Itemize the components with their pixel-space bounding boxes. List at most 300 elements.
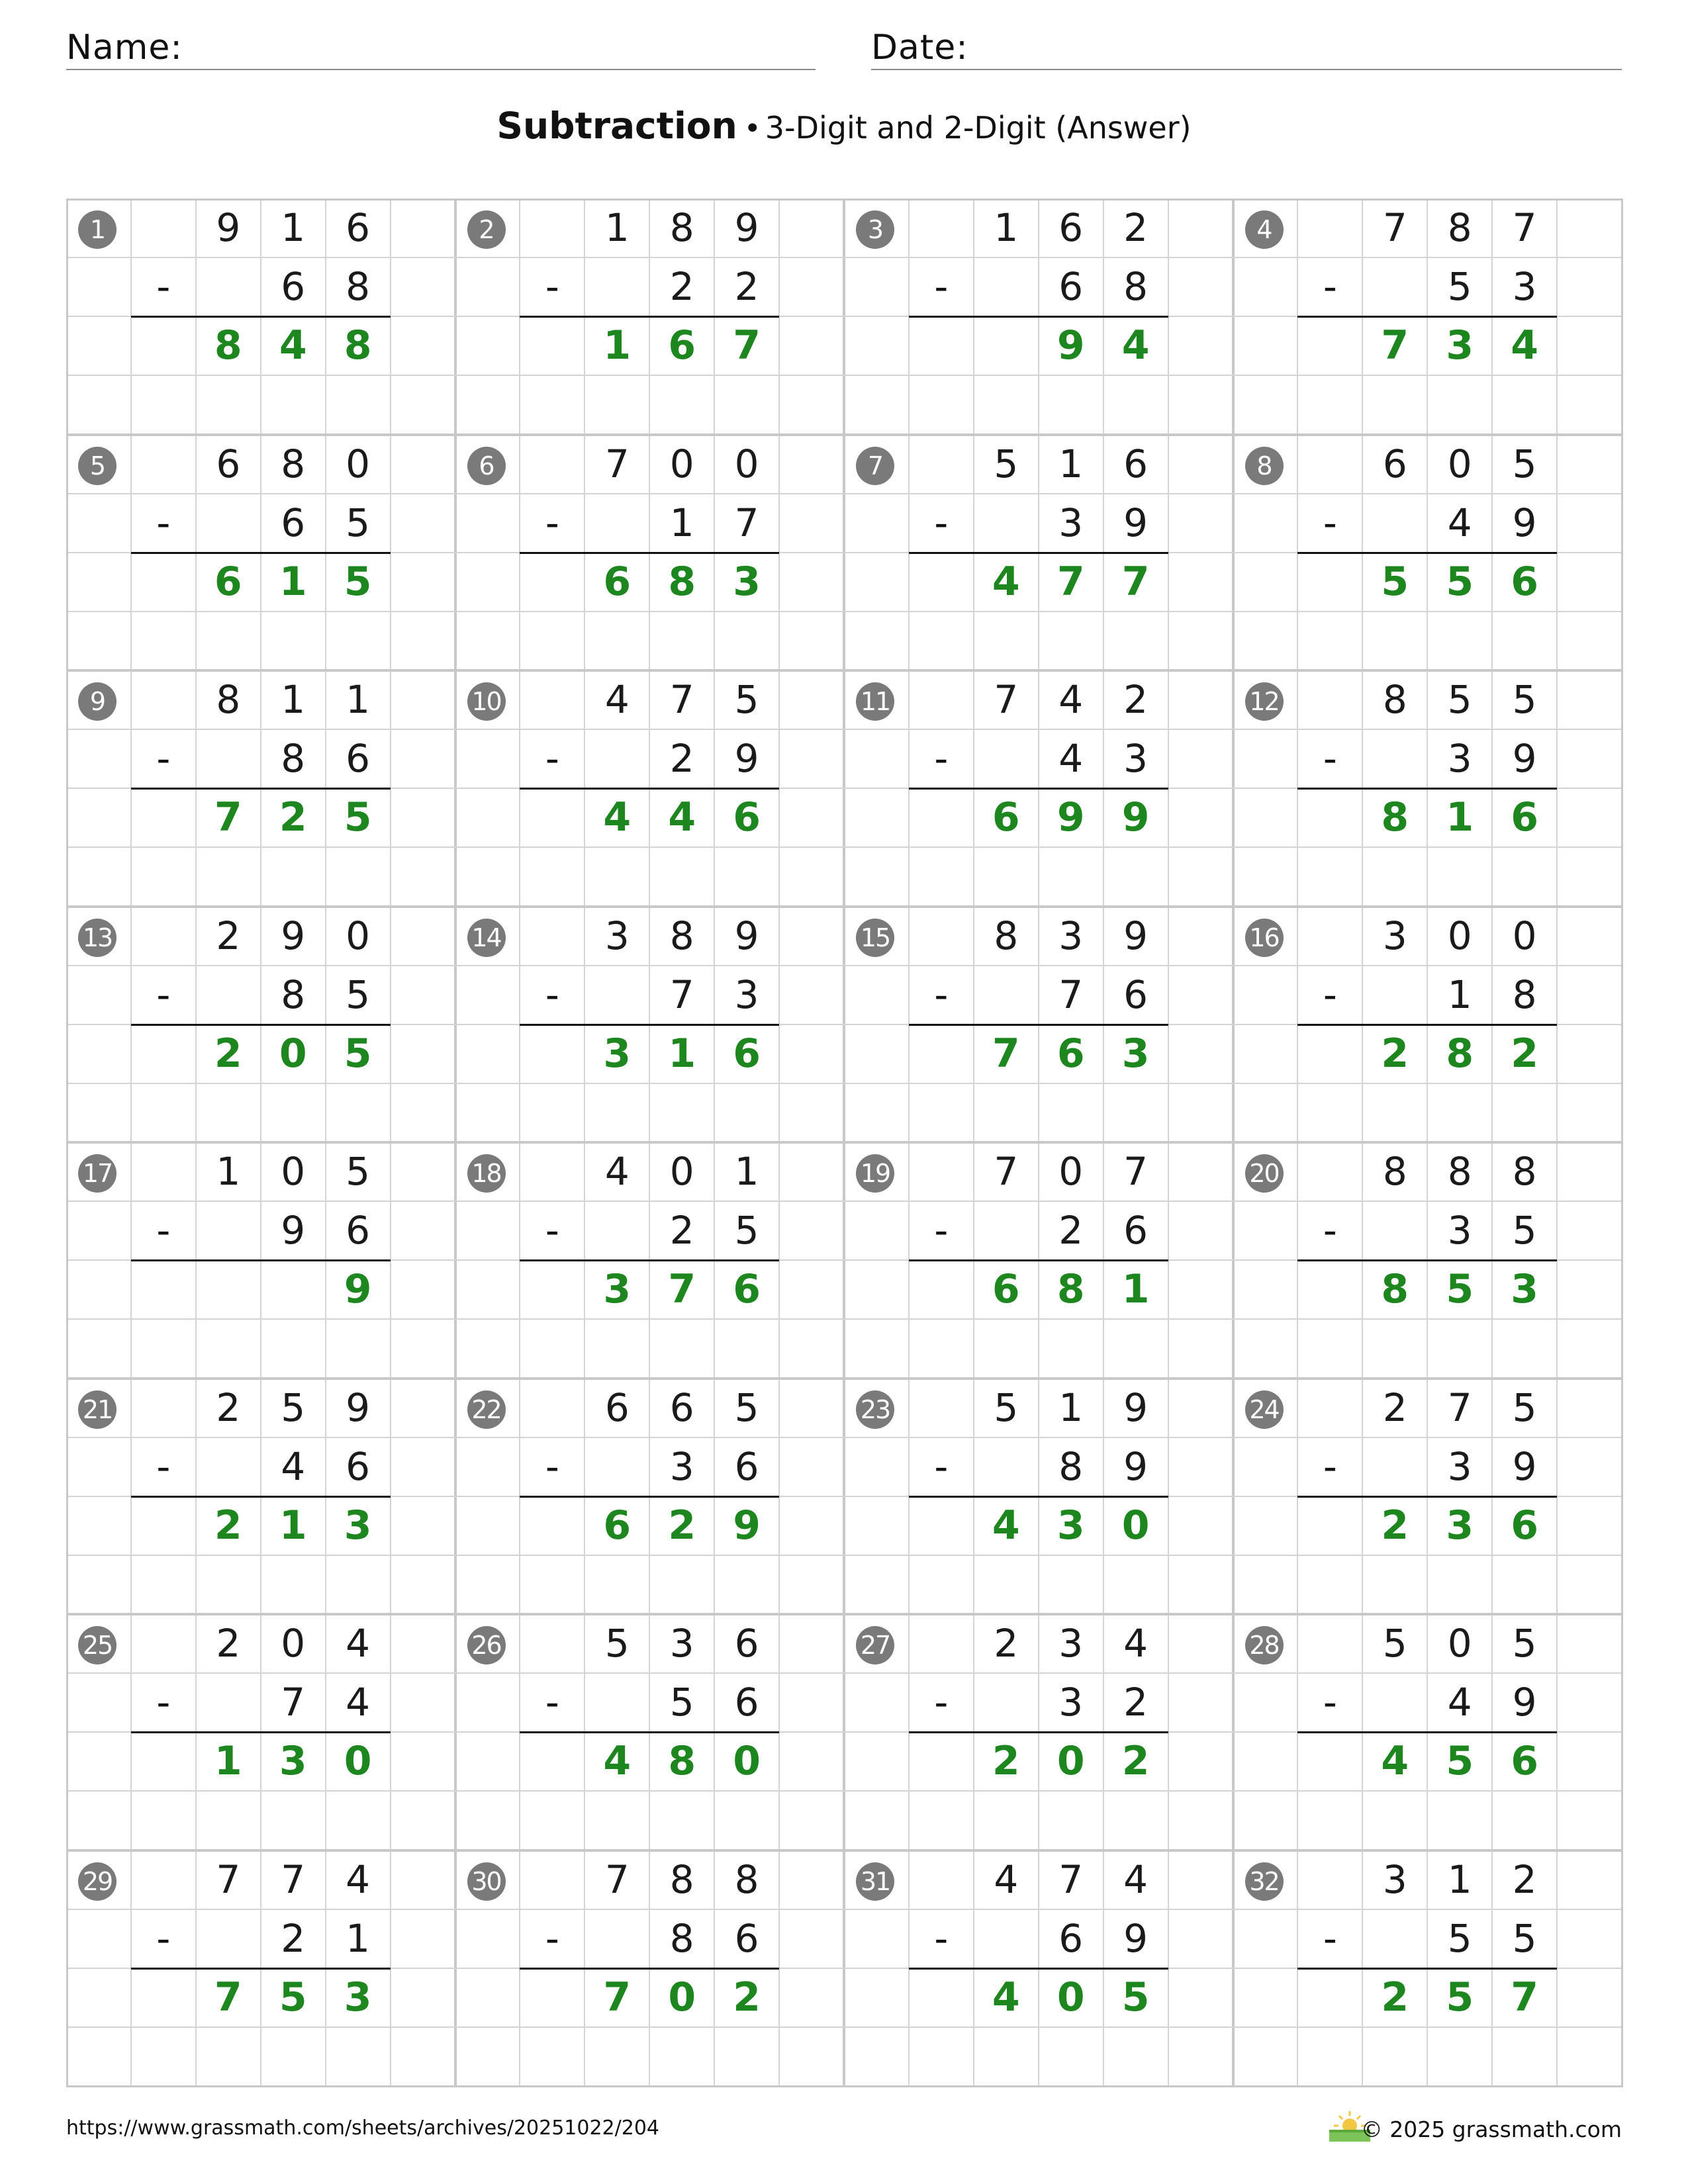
name-label: Name: (66, 28, 183, 68)
footer-copyright: © 2025 grassmath.com (1360, 2116, 1622, 2142)
minuend-digit: 4 (604, 1149, 630, 1194)
subtrahend-digit: 8 (281, 736, 306, 782)
minuend-digit: 0 (346, 441, 371, 486)
minuend-digit: 5 (1512, 677, 1537, 722)
answer-digit: 3 (344, 1974, 372, 2021)
answer-digit: 3 (279, 1738, 307, 1785)
minuend-digit: 2 (1123, 205, 1149, 250)
subtrahend-digit: 6 (734, 1915, 759, 1961)
minuend-digit: 8 (1382, 1149, 1407, 1194)
minus-sign: - (545, 500, 559, 545)
minuend-digit: 3 (604, 913, 630, 958)
subtrahend-digit: 6 (1123, 1208, 1149, 1253)
problem-number-badge: 24 (1245, 1390, 1284, 1429)
minuend-digit: 1 (281, 205, 306, 250)
minuend-digit: 1 (216, 1149, 241, 1194)
answer-digit: 5 (344, 794, 372, 841)
subtrahend-digit: 9 (1512, 1680, 1537, 1725)
minuend-digit: 2 (1512, 1856, 1537, 1902)
subtrahend-digit: 7 (1058, 972, 1084, 1017)
subtrahend-digit: 2 (1123, 1680, 1149, 1725)
answer-digit: 3 (1056, 1502, 1085, 1549)
subtrahend-digit: 1 (669, 500, 694, 545)
minuend-digit: 2 (1382, 1385, 1407, 1430)
answer-digit: 7 (214, 1974, 242, 2021)
minus-sign: - (156, 500, 171, 545)
minuend-digit: 5 (346, 1149, 371, 1194)
minus-sign: - (934, 1680, 949, 1725)
problem-number-badge: 31 (856, 1862, 894, 1901)
problem-number-badge: 26 (467, 1626, 506, 1664)
minus-sign: - (545, 972, 559, 1017)
subtrahend-digit: 6 (1058, 264, 1084, 310)
answer-digit: 9 (733, 1502, 761, 1549)
subtrahend-digit: 6 (1123, 972, 1149, 1017)
answer-digit: 5 (1446, 1266, 1474, 1313)
answer-digit: 6 (1511, 1738, 1538, 1785)
answer-digit: 8 (1056, 1266, 1085, 1313)
answer-digit: 3 (733, 558, 761, 605)
answer-digit: 7 (1121, 558, 1150, 605)
minuend-digit: 6 (1058, 205, 1084, 250)
subtrahend-digit: 7 (734, 500, 759, 545)
problem-number-badge: 25 (78, 1626, 117, 1664)
minuend-digit: 1 (1447, 1856, 1472, 1902)
minus-sign: - (934, 1915, 949, 1961)
minuend-digit: 8 (216, 677, 241, 722)
footer-url[interactable]: https://www.grassmath.com/sheets/archives/20251022/204 (66, 2116, 660, 2140)
answer-digit: 6 (603, 1502, 632, 1549)
answer-digit: 1 (1121, 1266, 1150, 1313)
minuend-digit: 3 (1058, 1621, 1084, 1666)
minuend-digit: 0 (1447, 441, 1472, 486)
answer-digit: 0 (668, 1974, 696, 2021)
answer-digit: 2 (668, 1502, 696, 1549)
minus-sign: - (545, 736, 559, 782)
subtrahend-digit: 8 (669, 1915, 694, 1961)
minuend-digit: 4 (994, 1856, 1019, 1902)
problem-number-badge: 30 (467, 1862, 506, 1901)
subtrahend-digit: 2 (669, 1208, 694, 1253)
answer-digit: 4 (1381, 1738, 1409, 1785)
subtrahend-digit: 5 (346, 500, 371, 545)
subtrahend-digit: 9 (1123, 1443, 1149, 1489)
minus-sign: - (156, 264, 171, 310)
date-field[interactable] (871, 25, 1622, 70)
minuend-digit: 0 (281, 1621, 306, 1666)
problem-number-badge: 13 (78, 919, 117, 957)
problem-number-badge: 27 (856, 1626, 894, 1664)
minuend-digit: 6 (669, 1385, 694, 1430)
subtrahend-digit: 9 (1123, 1915, 1149, 1961)
subtrahend-digit: 3 (1447, 1443, 1472, 1489)
subtrahend-digit: 6 (346, 736, 371, 782)
answer-digit: 1 (603, 322, 632, 369)
subtrahend-digit: 3 (1447, 1208, 1472, 1253)
subtrahend-digit: 3 (1512, 264, 1537, 310)
subtrahend-digit: 2 (669, 264, 694, 310)
problem-number-badge: 8 (1245, 447, 1284, 485)
minuend-digit: 4 (604, 677, 630, 722)
answer-digit: 6 (733, 1030, 761, 1077)
problem-number-badge: 7 (856, 447, 894, 485)
problem-number-badge: 15 (856, 919, 894, 957)
minuend-digit: 7 (216, 1856, 241, 1902)
subtrahend-digit: 8 (346, 264, 371, 310)
answer-digit: 0 (1121, 1502, 1150, 1549)
minuend-digit: 0 (1447, 913, 1472, 958)
answer-digit: 3 (603, 1030, 632, 1077)
minuend-digit: 6 (346, 205, 371, 250)
minuend-digit: 1 (734, 1149, 759, 1194)
problem-number-badge: 3 (856, 210, 894, 249)
subtrahend-digit: 6 (734, 1443, 759, 1489)
answer-digit: 3 (344, 1502, 372, 1549)
minuend-digit: 7 (281, 1856, 306, 1902)
answer-digit: 6 (992, 794, 1020, 841)
subtrahend-digit: 3 (1058, 500, 1084, 545)
subtrahend-digit: 2 (281, 1915, 306, 1961)
answer-digit: 9 (1056, 322, 1085, 369)
answer-digit: 6 (733, 1266, 761, 1313)
minuend-digit: 5 (1512, 441, 1537, 486)
problem-number-badge: 9 (78, 682, 117, 721)
minuend-digit: 5 (994, 441, 1019, 486)
minuend-digit: 6 (734, 1621, 759, 1666)
answer-digit: 2 (214, 1030, 242, 1077)
answer-digit: 1 (279, 558, 307, 605)
answer-digit: 1 (1446, 794, 1474, 841)
minuend-digit: 2 (216, 913, 241, 958)
minuend-digit: 0 (669, 441, 694, 486)
minuend-digit: 9 (734, 913, 759, 958)
subtrahend-digit: 9 (281, 1208, 306, 1253)
answer-digit: 4 (992, 558, 1020, 605)
minuend-digit: 5 (994, 1385, 1019, 1430)
minuend-digit: 7 (604, 1856, 630, 1902)
minus-sign: - (1323, 1915, 1337, 1961)
answer-digit: 0 (1056, 1974, 1085, 2021)
minuend-digit: 0 (734, 441, 759, 486)
problem-number-badge: 16 (1245, 919, 1284, 957)
answer-digit: 7 (1056, 558, 1085, 605)
subtrahend-digit: 2 (734, 264, 759, 310)
answer-digit: 3 (1511, 1266, 1538, 1313)
problem-number-badge: 10 (467, 682, 506, 721)
minuend-digit: 6 (604, 1385, 630, 1430)
minus-sign: - (156, 972, 171, 1017)
answer-digit: 8 (668, 1738, 696, 1785)
answer-digit: 4 (279, 322, 307, 369)
minuend-digit: 9 (216, 205, 241, 250)
minuend-digit: 7 (1123, 1149, 1149, 1194)
minuend-digit: 5 (734, 677, 759, 722)
problem-number-badge: 12 (1245, 682, 1284, 721)
subtrahend-digit: 9 (1123, 500, 1149, 545)
answer-digit: 0 (344, 1738, 372, 1785)
minuend-digit: 7 (994, 1149, 1019, 1194)
name-field[interactable] (66, 25, 816, 70)
problem-number-badge: 6 (467, 447, 506, 485)
subtrahend-digit: 9 (1512, 1443, 1537, 1489)
answer-digit: 1 (668, 1030, 696, 1077)
answer-digit: 8 (668, 558, 696, 605)
subtrahend-digit: 6 (1058, 1915, 1084, 1961)
minuend-digit: 4 (346, 1856, 371, 1902)
subtrahend-digit: 8 (281, 972, 306, 1017)
answer-digit: 0 (733, 1738, 761, 1785)
minuend-digit: 4 (346, 1621, 371, 1666)
minuend-digit: 0 (346, 913, 371, 958)
subtrahend-digit: 1 (346, 1915, 371, 1961)
answer-digit: 5 (1446, 1738, 1474, 1785)
title-subtitle: 3-Digit and 2-Digit (Answer) (765, 110, 1192, 146)
answer-digit: 7 (1511, 1974, 1538, 2021)
minuend-digit: 7 (994, 677, 1019, 722)
minuend-digit: 7 (604, 441, 630, 486)
answer-digit: 2 (1381, 1502, 1409, 1549)
subtrahend-digit: 4 (1447, 1680, 1472, 1725)
answer-digit: 6 (1511, 558, 1538, 605)
answer-digit: 4 (992, 1502, 1020, 1549)
minus-sign: - (156, 1443, 171, 1489)
subtrahend-digit: 3 (1123, 736, 1149, 782)
subtrahend-digit: 3 (1058, 1680, 1084, 1725)
answer-digit: 7 (992, 1030, 1020, 1077)
answer-digit: 5 (1121, 1974, 1150, 2021)
answer-digit: 8 (214, 322, 242, 369)
minuend-digit: 6 (1123, 441, 1149, 486)
subtrahend-digit: 2 (669, 736, 694, 782)
minus-sign: - (545, 1915, 559, 1961)
answer-digit: 4 (668, 794, 696, 841)
minuend-digit: 9 (346, 1385, 371, 1430)
answer-digit: 2 (992, 1738, 1020, 1785)
answer-digit: 8 (344, 322, 372, 369)
answer-digit: 6 (668, 322, 696, 369)
subtrahend-digit: 5 (1447, 1915, 1472, 1961)
answer-digit: 1 (279, 1502, 307, 1549)
subtrahend-digit: 5 (1512, 1915, 1537, 1961)
minus-sign: - (545, 264, 559, 310)
answer-digit: 4 (992, 1974, 1020, 2021)
minuend-digit: 4 (1123, 1621, 1149, 1666)
subtrahend-digit: 8 (1123, 264, 1149, 310)
subtrahend-digit: 2 (1058, 1208, 1084, 1253)
answer-digit: 2 (1381, 1030, 1409, 1077)
problem-number-badge: 29 (78, 1862, 117, 1901)
answer-digit: 7 (603, 1974, 632, 2021)
minuend-digit: 2 (1123, 677, 1149, 722)
problem-grid (66, 199, 1622, 2086)
minuend-digit: 0 (669, 1149, 694, 1194)
answer-digit: 5 (1381, 558, 1409, 605)
answer-digit: 0 (279, 1030, 307, 1077)
problem-number-badge: 18 (467, 1154, 506, 1193)
minuend-digit: 3 (1058, 913, 1084, 958)
problem-number-badge: 23 (856, 1390, 894, 1429)
minuend-digit: 5 (734, 1385, 759, 1430)
answer-digit: 4 (1121, 322, 1150, 369)
subtrahend-digit: 3 (734, 972, 759, 1017)
minus-sign: - (1323, 500, 1337, 545)
minuend-digit: 7 (1512, 205, 1537, 250)
minuend-digit: 8 (669, 913, 694, 958)
answer-digit: 1 (214, 1738, 242, 1785)
minuend-digit: 5 (281, 1385, 306, 1430)
answer-digit: 6 (1511, 1502, 1538, 1549)
answer-digit: 3 (1446, 322, 1474, 369)
subtrahend-digit: 9 (1512, 736, 1537, 782)
minuend-digit: 2 (216, 1621, 241, 1666)
answer-digit: 7 (1381, 322, 1409, 369)
minus-sign: - (156, 1208, 171, 1253)
subtrahend-digit: 3 (1447, 736, 1472, 782)
answer-digit: 7 (668, 1266, 696, 1313)
minuend-digit: 3 (1382, 1856, 1407, 1902)
answer-digit: 7 (733, 322, 761, 369)
minus-sign: - (934, 1208, 949, 1253)
problem-number-badge: 20 (1245, 1154, 1284, 1193)
minuend-digit: 8 (1447, 205, 1472, 250)
minus-sign: - (934, 1443, 949, 1489)
minuend-digit: 7 (669, 677, 694, 722)
minus-sign: - (934, 264, 949, 310)
minuend-digit: 3 (669, 1621, 694, 1666)
minuend-digit: 2 (216, 1385, 241, 1430)
subtrahend-digit: 6 (346, 1208, 371, 1253)
answer-digit: 2 (1511, 1030, 1538, 1077)
minus-sign: - (545, 1680, 559, 1725)
answer-digit: 2 (279, 794, 307, 841)
minuend-digit: 7 (1382, 205, 1407, 250)
answer-digit: 7 (214, 794, 242, 841)
answer-digit: 5 (279, 1974, 307, 2021)
answer-digit: 6 (1056, 1030, 1085, 1077)
minus-sign: - (156, 1680, 171, 1725)
subtrahend-digit: 6 (281, 264, 306, 310)
problem-number-badge: 2 (467, 210, 506, 249)
problem-number-badge: 11 (856, 682, 894, 721)
problem-number-badge: 4 (1245, 210, 1284, 249)
minuend-digit: 7 (1447, 1385, 1472, 1430)
answer-digit: 6 (992, 1266, 1020, 1313)
answer-digit: 9 (1121, 794, 1150, 841)
minuend-digit: 0 (1512, 913, 1537, 958)
subtrahend-digit: 5 (669, 1680, 694, 1725)
minuend-digit: 0 (1447, 1621, 1472, 1666)
answer-digit: 8 (1381, 1266, 1409, 1313)
minuend-digit: 8 (734, 1856, 759, 1902)
minuend-digit: 1 (281, 677, 306, 722)
problem-number-badge: 19 (856, 1154, 894, 1193)
minuend-digit: 5 (604, 1621, 630, 1666)
minuend-digit: 8 (994, 913, 1019, 958)
minuend-digit: 5 (1512, 1621, 1537, 1666)
minuend-digit: 4 (1123, 1856, 1149, 1902)
answer-digit: 2 (733, 1974, 761, 2021)
subtrahend-digit: 7 (669, 972, 694, 1017)
minuend-digit: 0 (281, 1149, 306, 1194)
minuend-digit: 1 (1058, 1385, 1084, 1430)
answer-digit: 8 (1381, 794, 1409, 841)
subtrahend-digit: 7 (281, 1680, 306, 1725)
subtrahend-digit: 6 (734, 1680, 759, 1725)
minuend-digit: 8 (1382, 677, 1407, 722)
minuend-digit: 1 (1058, 441, 1084, 486)
subtrahend-digit: 1 (1447, 972, 1472, 1017)
answer-digit: 3 (603, 1266, 632, 1313)
minuend-digit: 6 (1382, 441, 1407, 486)
answer-digit: 3 (1121, 1030, 1150, 1077)
answer-digit: 9 (1056, 794, 1085, 841)
minus-sign: - (934, 972, 949, 1017)
minuend-digit: 8 (1447, 1149, 1472, 1194)
problem-number-badge: 14 (467, 919, 506, 957)
title-main: Subtraction (496, 105, 737, 147)
subtrahend-digit: 6 (346, 1443, 371, 1489)
problem-number-badge: 1 (78, 210, 117, 249)
answer-digit: 6 (1511, 794, 1538, 841)
minuend-digit: 8 (669, 1856, 694, 1902)
minuend-digit: 1 (604, 205, 630, 250)
minuend-digit: 9 (281, 913, 306, 958)
minuend-digit: 5 (1447, 677, 1472, 722)
answer-digit: 4 (603, 1738, 632, 1785)
minuend-digit: 9 (734, 205, 759, 250)
minus-sign: - (1323, 264, 1337, 310)
subtrahend-digit: 9 (1512, 500, 1537, 545)
minus-sign: - (156, 1915, 171, 1961)
subtrahend-digit: 4 (346, 1680, 371, 1725)
minus-sign: - (1323, 1443, 1337, 1489)
minus-sign: - (934, 500, 949, 545)
minuend-digit: 9 (1123, 913, 1149, 958)
minuend-digit: 7 (1058, 1856, 1084, 1902)
subtrahend-digit: 8 (1058, 1443, 1084, 1489)
minuend-digit: 9 (1123, 1385, 1149, 1430)
minuend-digit: 2 (994, 1621, 1019, 1666)
minuend-digit: 1 (994, 205, 1019, 250)
answer-digit: 2 (1381, 1974, 1409, 2021)
answer-digit: 5 (344, 558, 372, 605)
subtrahend-digit: 6 (281, 500, 306, 545)
answer-digit: 0 (1056, 1738, 1085, 1785)
minus-sign: - (1323, 1208, 1337, 1253)
minuend-digit: 6 (216, 441, 241, 486)
answer-digit: 6 (603, 558, 632, 605)
problem-number-badge: 17 (78, 1154, 117, 1193)
subtrahend-digit: 9 (734, 736, 759, 782)
date-label: Date: (871, 28, 968, 68)
subtrahend-digit: 5 (1512, 1208, 1537, 1253)
subtrahend-digit: 5 (734, 1208, 759, 1253)
answer-digit: 2 (214, 1502, 242, 1549)
minuend-digit: 0 (1058, 1149, 1084, 1194)
subtrahend-digit: 4 (1058, 736, 1084, 782)
minuend-digit: 8 (281, 441, 306, 486)
problem-number-badge: 5 (78, 447, 117, 485)
minus-sign: - (1323, 736, 1337, 782)
subtrahend-digit: 4 (281, 1443, 306, 1489)
minuend-digit: 1 (346, 677, 371, 722)
subtrahend-digit: 5 (1447, 264, 1472, 310)
problem-number-badge: 22 (467, 1390, 506, 1429)
answer-digit: 6 (733, 794, 761, 841)
answer-digit: 5 (1446, 558, 1474, 605)
subtrahend-digit: 3 (669, 1443, 694, 1489)
problem-number-badge: 28 (1245, 1626, 1284, 1664)
